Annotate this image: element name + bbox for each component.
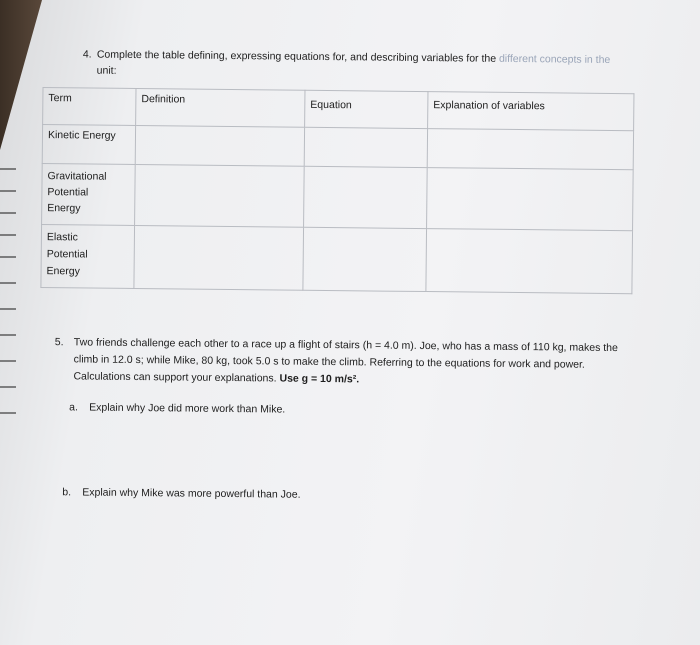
- explanation-cell[interactable]: [426, 229, 633, 294]
- term-kinetic-energy: Kinetic Energy: [42, 125, 135, 165]
- header-equation: Equation: [305, 90, 428, 128]
- explanation-cell[interactable]: [427, 168, 634, 231]
- table-header-row: [43, 88, 634, 131]
- question-5a: a. Explain why Joe did more work than Mike.: [69, 401, 286, 416]
- question-4-number: 4.: [82, 48, 92, 61]
- table-row: [42, 125, 633, 170]
- equation-cell[interactable]: [303, 227, 427, 291]
- header-term: Term: [43, 88, 136, 126]
- binder-edge: [0, 150, 20, 645]
- definition-cell[interactable]: [134, 226, 304, 291]
- table-row: [42, 164, 634, 231]
- definition-cell[interactable]: [135, 165, 305, 228]
- header-explanation: Explanation of variables: [428, 92, 634, 131]
- question-4-text: Complete the table defining, expressing equations for, and describing variables for the different concepts in the unit:: [96, 48, 611, 77]
- equation-cell[interactable]: [304, 166, 428, 228]
- question-5b: b. Explain why Mike was more powerful than Joe.: [62, 486, 301, 501]
- explanation-cell[interactable]: [427, 129, 633, 170]
- table-row: [41, 225, 633, 294]
- question-5-number: 5.: [54, 336, 64, 349]
- term-elastic-potential-energy: Elastic Potential Energy: [41, 225, 135, 289]
- term-gravitational-potential-energy: Gravitational Potential Energy: [42, 164, 136, 226]
- header-definition: Definition: [136, 89, 305, 128]
- definition-cell[interactable]: [135, 126, 304, 167]
- concepts-table: [40, 87, 634, 294]
- equation-cell[interactable]: [304, 127, 427, 167]
- question-5-text: Two friends challenge each other to a race up a flight of stairs (h = 4.0 m). Joe, who has a mass of 110 kg, makes the climb in 12.0 s; while Mike, 80 kg, took 5.0 s to make the climb. Referring to the equations for work and power. Calculations can support your explanations. Use g = 10 m/s².: [73, 336, 618, 386]
